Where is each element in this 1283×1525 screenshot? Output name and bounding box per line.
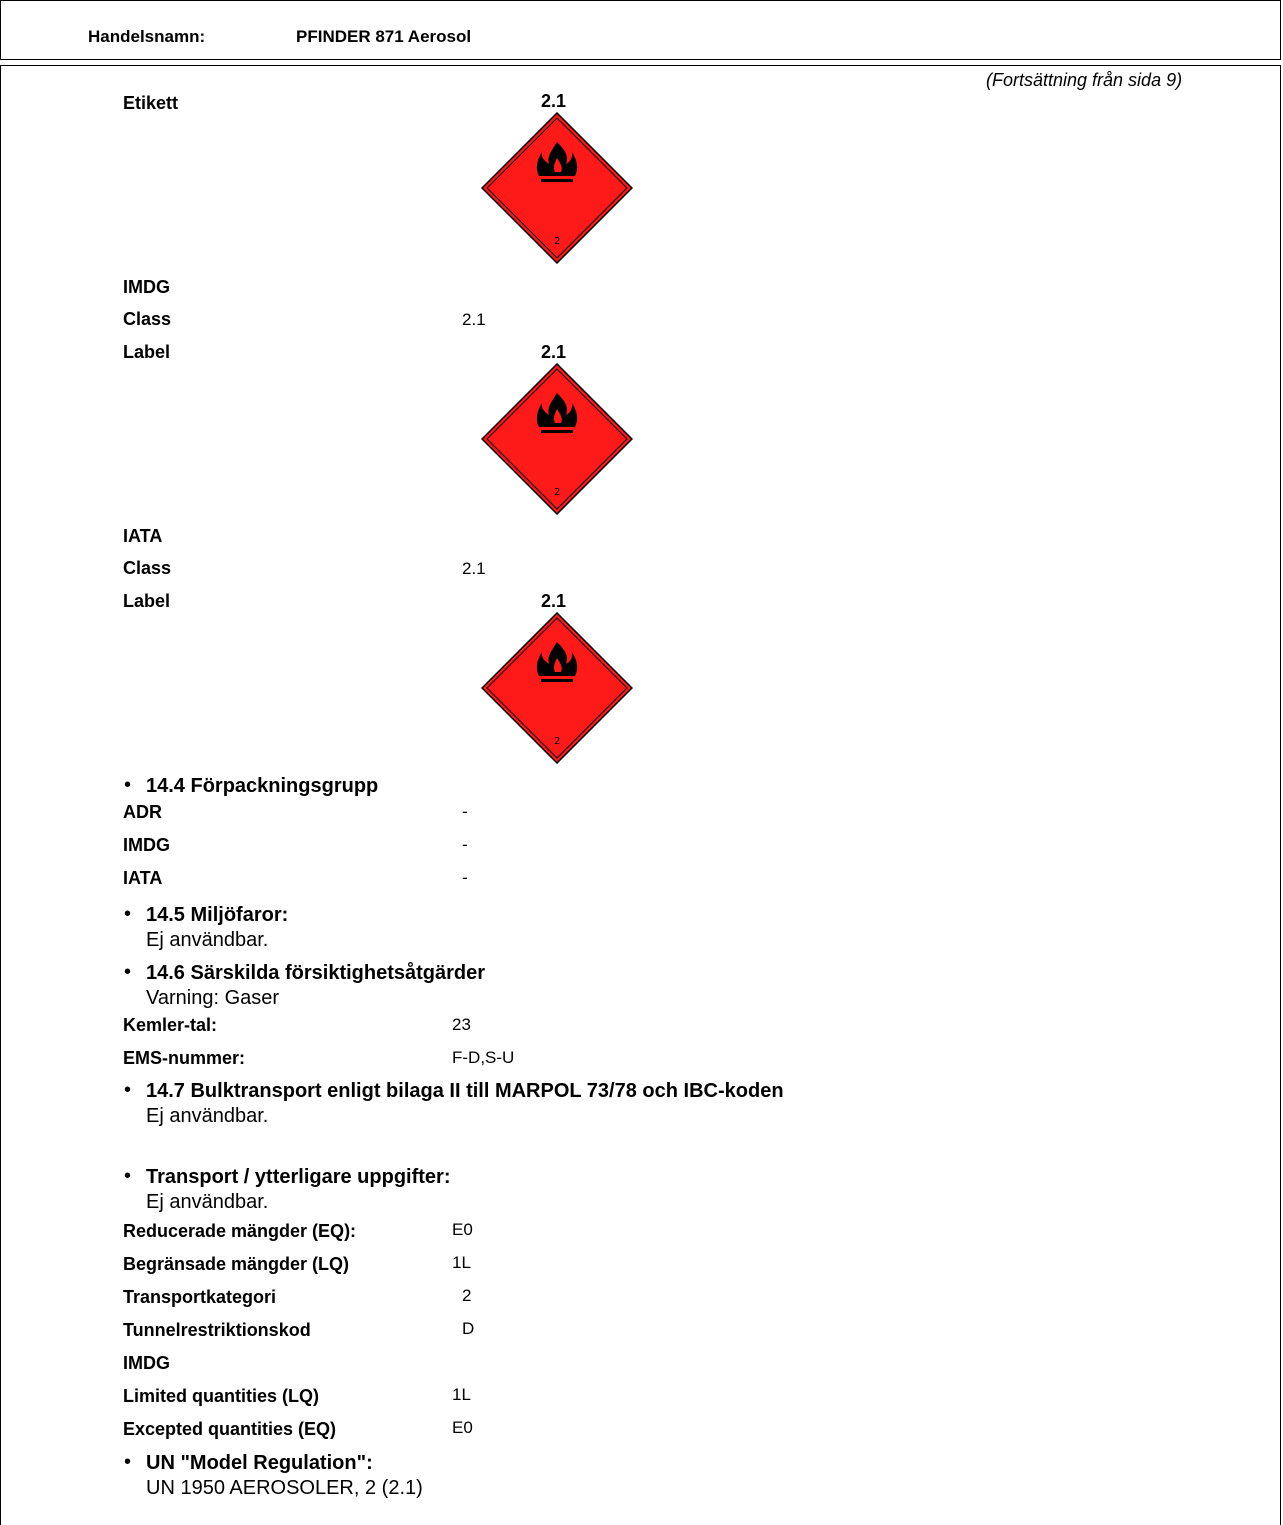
bullet-icon: • — [124, 1079, 132, 1101]
svg-text:2: 2 — [554, 487, 561, 498]
kemler-label: Kemler-tal: — [123, 1015, 218, 1035]
trade-name-label: Handelsnamn: — [88, 27, 206, 46]
env-hazards-heading: 14.5 Miljöfaror: — [146, 904, 289, 926]
bulk-heading: 14.7 Bulktransport enligt bilaga II till MARPOL 73/78 och IBC-koden — [146, 1080, 784, 1102]
env-hazards-text: Ej användbar. — [146, 929, 269, 951]
bullet-icon: • — [124, 961, 132, 983]
transport-category-label: Transportkategori — [123, 1287, 277, 1307]
iata-class-value: 2.1 — [462, 559, 486, 578]
packing-iata-label: IATA — [123, 868, 163, 888]
imdg-lq-value: 1L — [452, 1385, 471, 1404]
imdg-eq-label: Excepted quantities (EQ) — [123, 1419, 337, 1439]
packing-imdg-label: IMDG — [123, 835, 170, 855]
lq-limited-label: Begränsade mängder (LQ) — [123, 1254, 350, 1274]
packing-imdg-value: - — [462, 835, 468, 854]
iata-class-label: Class — [123, 558, 172, 578]
packing-adr-label: ADR — [123, 802, 162, 822]
ems-value: F-D,S-U — [452, 1048, 515, 1067]
bullet-icon: • — [124, 1165, 132, 1187]
transport-category-value: 2 — [462, 1286, 472, 1305]
continuation-note: (Fortsättning från sida 9) — [986, 70, 1183, 90]
transport-info-text: Ej användbar. — [146, 1191, 269, 1213]
packing-group-heading: 14.4 Förpackningsgrupp — [146, 775, 379, 797]
flammable-gas-pictogram — [481, 112, 633, 264]
imdg-label-label: Label — [123, 342, 171, 362]
un-model-heading: UN "Model Regulation": — [146, 1452, 373, 1474]
packing-adr-value: - — [462, 802, 468, 821]
packing-iata-value: - — [462, 868, 468, 887]
svg-text:2: 2 — [554, 736, 561, 747]
imdg-heading: IMDG — [123, 277, 170, 297]
adr-pictogram-title: 2.1 — [541, 91, 567, 111]
bullet-icon: • — [124, 1451, 132, 1473]
iata-pictogram-title: 2.1 — [541, 591, 567, 611]
transport-info-heading: Transport / ytterligare uppgifter: — [146, 1166, 451, 1188]
imdg-pictogram-title: 2.1 — [541, 342, 567, 362]
precautions-heading: 14.6 Särskilda försiktighetsåtgärder — [146, 962, 486, 984]
flammable-gas-pictogram — [481, 612, 633, 764]
bulk-text: Ej användbar. — [146, 1105, 269, 1127]
lq-limited-value: 1L — [452, 1253, 471, 1272]
tunnel-code-value: D — [462, 1319, 475, 1338]
ems-label: EMS-nummer: — [123, 1048, 246, 1068]
flammable-gas-pictogram — [481, 363, 633, 515]
eq-reduced-label: Reducerade mängder (EQ): — [123, 1221, 357, 1241]
kemler-value: 23 — [452, 1015, 471, 1034]
iata-label-label: Label — [123, 591, 171, 611]
precautions-text: Varning: Gaser — [146, 987, 280, 1009]
imdg-class-value: 2.1 — [462, 310, 486, 329]
adr-label-label: Etikett — [123, 93, 179, 113]
imdg-class-label: Class — [123, 309, 172, 329]
bullet-icon: • — [124, 903, 132, 925]
un-model-text: UN 1950 AEROSOLER, 2 (2.1) — [146, 1477, 423, 1499]
tunnel-code-label: Tunnelrestriktionskod — [123, 1320, 311, 1340]
iata-heading: IATA — [123, 526, 163, 546]
eq-reduced-value: E0 — [452, 1220, 473, 1239]
trade-name-value: PFINDER 871 Aerosol — [296, 27, 472, 46]
imdg-sub-heading: IMDG — [123, 1353, 170, 1373]
bullet-icon: • — [124, 774, 132, 796]
imdg-eq-value: E0 — [452, 1418, 473, 1437]
svg-text:2: 2 — [554, 236, 561, 247]
imdg-lq-label: Limited quantities (LQ) — [123, 1386, 319, 1406]
